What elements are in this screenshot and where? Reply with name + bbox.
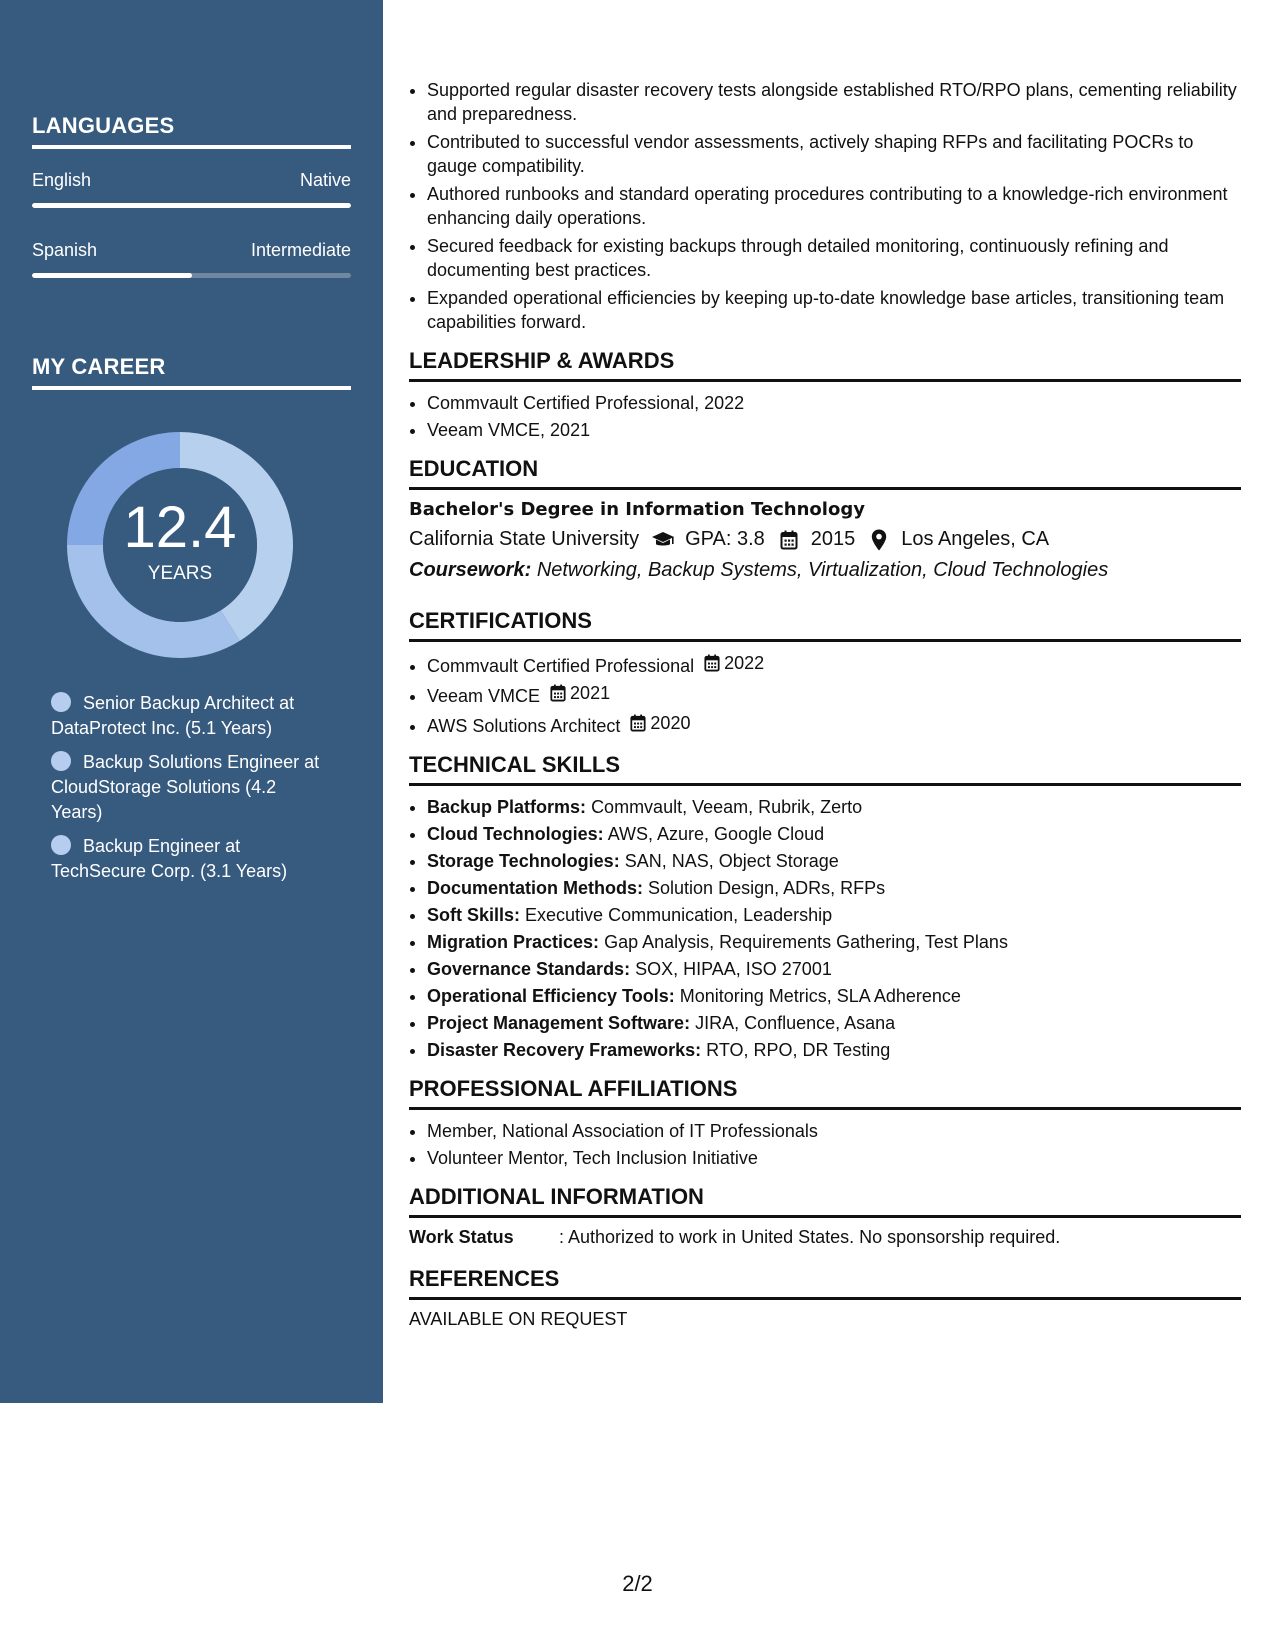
language-level: Intermediate xyxy=(250,240,351,260)
education-year: 2015 xyxy=(810,528,856,550)
skill-value: Executive Communication, Leadership xyxy=(525,905,833,925)
section-title: LEADERSHIP & AWARDS xyxy=(409,348,1241,382)
section-title: EDUCATION xyxy=(409,456,1241,490)
languages-heading: LANGUAGES xyxy=(32,113,351,149)
skill-value: AWS, Azure, Google Cloud xyxy=(607,824,825,844)
section-title: ADDITIONAL INFORMATION xyxy=(409,1184,1241,1218)
language-proficiency-bar xyxy=(32,203,351,208)
skill-label: Soft Skills: xyxy=(427,905,521,925)
certification-year: 2022 xyxy=(724,653,765,673)
experience-bullet: • Expanded operational efficiencies by keeping up-to-date knowledge base articles, transitioning team capabilities forward. xyxy=(427,286,1241,334)
skill-item xyxy=(427,984,1241,1008)
experience-bullet: • Supported regular disaster recovery tests alongside established RTO/RPO plans, cementing reliability and preparedness. xyxy=(427,78,1241,126)
main-content xyxy=(409,78,1241,1330)
skill-label: Storage Technologies: xyxy=(427,851,620,871)
skill-value: Solution Design, ADRs, RFPs xyxy=(648,878,886,898)
calendar-icon xyxy=(777,529,801,551)
section-title: TECHNICAL SKILLS xyxy=(409,752,1241,786)
experience-bullet: • Authored runbooks and standard operating procedures contributing to a knowledge-rich environment enhancing daily operations. xyxy=(427,182,1241,230)
references-section xyxy=(409,1266,1241,1330)
education-degree: Bachelor's Degree in Information Technology xyxy=(409,499,865,520)
certification-item xyxy=(427,651,1241,678)
career-donut-chart xyxy=(65,430,295,660)
list-item: • Member, National Association of IT Professionals xyxy=(427,1119,1241,1143)
experience-bullets xyxy=(409,78,1241,334)
list-item: • Veeam VMCE, 2021 xyxy=(427,418,1241,442)
skill-item xyxy=(427,1011,1241,1035)
references-text: AVAILABLE ON REQUEST xyxy=(409,1309,628,1329)
education-location: Los Angeles, CA xyxy=(901,528,1050,550)
additional-info-section xyxy=(409,1184,1241,1248)
education-coursework xyxy=(409,559,1241,582)
page-number: 2/2 xyxy=(622,1571,653,1596)
skill-value: RTO, RPO, DR Testing xyxy=(706,1040,891,1060)
career-donut-center xyxy=(65,430,295,660)
skill-item xyxy=(427,930,1241,954)
skill-label: Disaster Recovery Frameworks: xyxy=(427,1040,702,1060)
skill-label: Migration Practices: xyxy=(427,932,600,952)
certification-name: Commvault Certified Professional xyxy=(427,656,695,676)
skill-label: Project Management Software: xyxy=(427,1013,691,1033)
language-row-spanish xyxy=(32,240,351,278)
skill-label: Governance Standards: xyxy=(427,959,631,979)
leadership-section xyxy=(409,348,1241,442)
career-heading: MY CAREER xyxy=(32,354,351,390)
certification-year: 2021 xyxy=(570,683,611,703)
calendar-icon xyxy=(550,684,566,702)
certification-item xyxy=(427,711,1241,738)
career-dot-icon xyxy=(51,692,71,712)
career-item-text: Backup Solutions Engineer at CloudStorage Solutions (4.2 Years) xyxy=(51,752,320,822)
experience-bullet: • Contributed to successful vendor assessments, actively shaping RFPs and facilitating POCRs to gauge compatibility. xyxy=(427,130,1241,178)
career-total-unit: YEARS xyxy=(147,563,213,584)
certification-item xyxy=(427,681,1241,708)
language-name: Spanish xyxy=(32,240,98,260)
education-details xyxy=(409,528,1241,551)
certification-name: AWS Solutions Architect xyxy=(427,716,621,736)
skill-item xyxy=(427,849,1241,873)
education-section xyxy=(409,456,1241,582)
skill-label: Operational Efficiency Tools: xyxy=(427,986,675,1006)
career-item xyxy=(51,834,321,884)
skill-label: Backup Platforms: xyxy=(427,797,587,817)
section-title: REFERENCES xyxy=(409,1266,1241,1300)
skill-label: Documentation Methods: xyxy=(427,878,643,898)
career-list xyxy=(51,691,321,893)
skill-value: SOX, HIPAA, ISO 27001 xyxy=(635,959,832,979)
skill-value: Commvault, Veeam, Rubrik, Zerto xyxy=(591,797,863,817)
affiliations-section xyxy=(409,1076,1241,1170)
skill-item xyxy=(427,1038,1241,1062)
skill-item xyxy=(427,903,1241,927)
language-level: Native xyxy=(299,170,351,190)
section-title: CERTIFICATIONS xyxy=(409,608,1241,642)
career-item-text: Backup Engineer at TechSecure Corp. (3.1 Years) xyxy=(51,836,288,881)
calendar-icon xyxy=(630,714,646,732)
work-status-label: Work Status xyxy=(409,1227,514,1247)
work-status-value: : Authorized to work in United States. No sponsorship required. xyxy=(559,1227,1061,1247)
work-status-row xyxy=(409,1227,1241,1248)
experience-bullet: • Secured feedback for existing backups through detailed monitoring, continuously refining and documenting best practices. xyxy=(427,234,1241,282)
career-dot-icon xyxy=(51,835,71,855)
skill-value: Gap Analysis, Requirements Gathering, Test Plans xyxy=(604,932,1008,952)
list-item: • Commvault Certified Professional, 2022 xyxy=(427,391,1241,415)
map-pin-icon xyxy=(867,529,891,551)
section-title: PROFESSIONAL AFFILIATIONS xyxy=(409,1076,1241,1110)
language-name: English xyxy=(32,170,92,190)
technical-skills-section xyxy=(409,752,1241,1062)
calendar-icon xyxy=(704,654,720,672)
graduation-cap-icon xyxy=(651,529,675,551)
certification-year: 2020 xyxy=(650,713,691,733)
sidebar xyxy=(0,0,383,1403)
skill-value: JIRA, Confluence, Asana xyxy=(695,1013,896,1033)
career-item xyxy=(51,691,321,741)
list-item: • Volunteer Mentor, Tech Inclusion Initiative xyxy=(427,1146,1241,1170)
education-gpa: GPA: 3.8 xyxy=(685,528,765,550)
skill-item xyxy=(427,822,1241,846)
skill-item xyxy=(427,795,1241,819)
language-proficiency-bar xyxy=(32,273,351,278)
skill-value: SAN, NAS, Object Storage xyxy=(624,851,839,871)
career-dot-icon xyxy=(51,751,71,771)
skill-label: Cloud Technologies: xyxy=(427,824,604,844)
language-proficiency-fill xyxy=(32,203,351,208)
coursework-value: Networking, Backup Systems, Virtualization, Cloud Technologies xyxy=(536,559,1109,581)
career-item-text: Senior Backup Architect at DataProtect Inc. (5.1 Years) xyxy=(51,693,295,738)
skill-value: Monitoring Metrics, SLA Adherence xyxy=(679,986,961,1006)
career-item xyxy=(51,750,321,825)
skill-item xyxy=(427,957,1241,981)
career-total-years: 12.4 xyxy=(123,495,237,560)
skill-item xyxy=(427,876,1241,900)
education-school: California State University xyxy=(409,528,640,550)
coursework-label: Coursework: xyxy=(409,559,532,581)
language-proficiency-fill xyxy=(32,273,192,278)
certifications-section xyxy=(409,608,1241,738)
certification-name: Veeam VMCE xyxy=(427,686,541,706)
language-row-english xyxy=(32,170,351,208)
